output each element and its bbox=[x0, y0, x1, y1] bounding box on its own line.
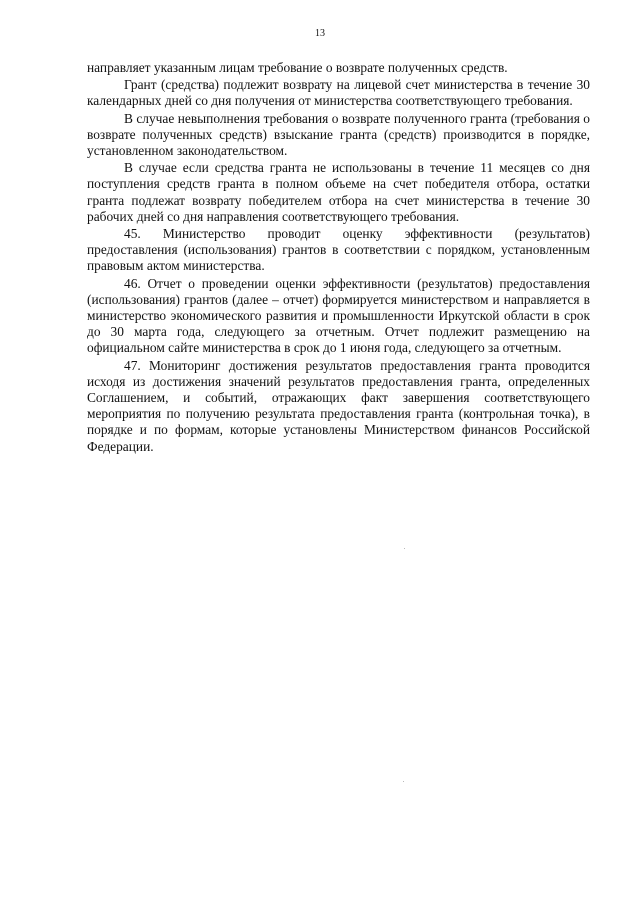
page-number: 13 bbox=[315, 28, 325, 39]
document-body bbox=[87, 60, 590, 456]
scan-speck bbox=[404, 548, 405, 549]
paragraph-item-45: 45. Министерство проводит оценку эффективности (результатов) предоставления (использования) грантов в соответствии с порядком, установленным правовым актом министерства. bbox=[87, 226, 590, 274]
paragraph-item-46: 46. Отчет о проведении оценки эффективности (результатов) предоставления (использования) грантов (далее – отчет) формируется министерством и направляется в министерство экономического развития и промышленности Иркутской области в срок до 30 марта года, следующего за отчетным. Отчет подлежит размещению на официальном сайте министерства в срок до 1 июня года, следующего за отчетным. bbox=[87, 275, 590, 356]
paragraph-recovery: В случае невыполнения требования о возврате полученного гранта (требования о возврате полученных средств) взыскание гранта (средств) производится в порядке, установленном законодательством. bbox=[87, 110, 590, 159]
paragraph-continuation: направляет указанным лицам требование о возврате полученных средств. bbox=[87, 60, 508, 75]
paragraph-unused-funds: В случае если средства гранта не использованы в течение 11 месяцев со дня поступления средств гранта в полном объеме на счет победителя отбора, остатки гранта подлежат возврату победителем отбора на счет министерства в течение 30 рабочих дней со дня направления соответствующего требования. bbox=[87, 160, 590, 224]
paragraph-grant-refund: Грант (средства) подлежит возврату на лицевой счет министерства в течение 30 календарных дней со дня получения от министерства соответствующего требования. bbox=[87, 77, 590, 109]
scan-speck bbox=[403, 781, 404, 782]
paragraph-item-47: 47. Мониторинг достижения результатов предоставления гранта проводится исходя из достижения значений результатов предоставления гранта, определенных Соглашением, и событий, отражающих факт завершения соответствующего мероприятия по получению результата предоставления гранта (контрольная точка), в порядке и по формам, которые установлены Министерством финансов Российской Федерации. bbox=[87, 357, 590, 454]
